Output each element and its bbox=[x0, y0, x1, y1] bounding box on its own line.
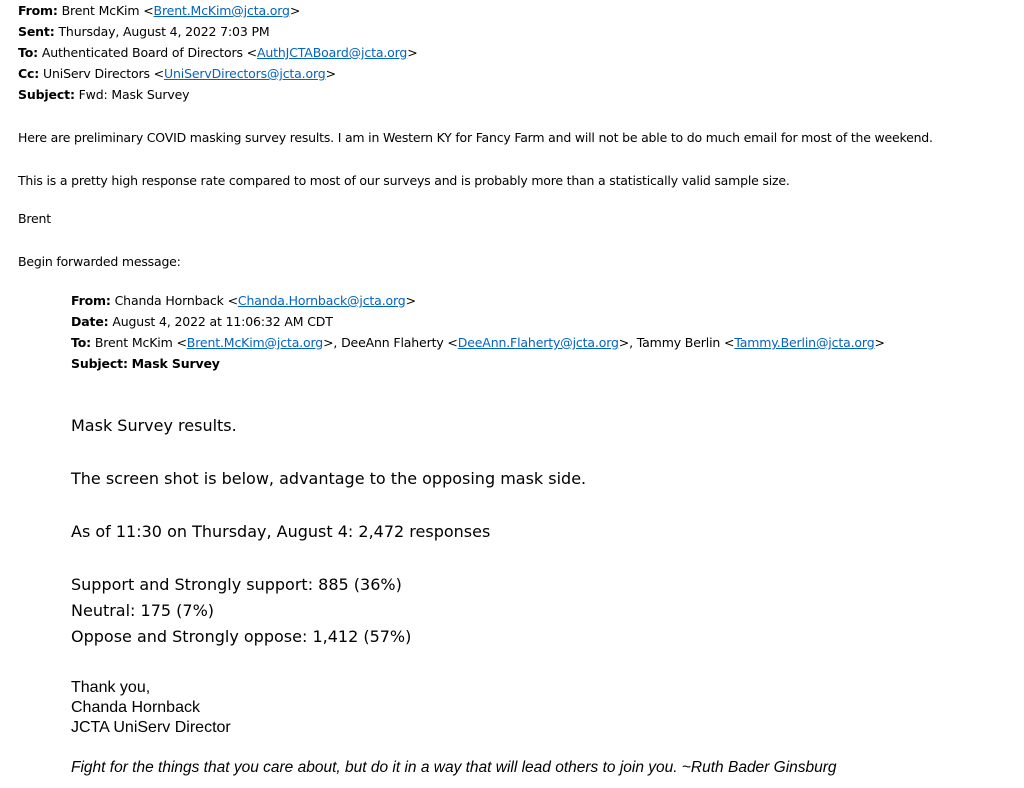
message-oppose-line: Oppose and Strongly oppose: 1,412 (57%) bbox=[71, 627, 412, 646]
cc-name: UniServ Directors < bbox=[42, 66, 164, 81]
fwd-to-close: > bbox=[874, 335, 885, 350]
to-name: Authenticated Board of Directors < bbox=[41, 45, 257, 60]
begin-forwarded-label: Begin forwarded message: bbox=[18, 254, 181, 269]
fwd-to bbox=[71, 335, 885, 351]
fwd-to-sep-2: >, Tammy Berlin < bbox=[618, 335, 735, 350]
fwd-subject bbox=[71, 356, 220, 372]
from-close: > bbox=[289, 3, 301, 18]
to-label: To: bbox=[18, 45, 39, 60]
signature-name: Chanda Hornback bbox=[71, 699, 200, 716]
fwd-date-value: August 4, 2022 at 11:06:32 AM CDT bbox=[112, 314, 333, 329]
signature-thanks: Thank you, bbox=[71, 679, 151, 696]
fwd-from bbox=[71, 293, 416, 309]
fwd-from-name: Chanda Hornback < bbox=[114, 293, 238, 308]
subject-label: Subject: bbox=[18, 87, 75, 102]
sent-label: Sent: bbox=[18, 24, 55, 39]
fwd-to-label: To: bbox=[71, 335, 92, 350]
fwd-to-email-link-2[interactable]: DeeAnn.Flaherty@jcta.org bbox=[457, 335, 619, 350]
body-paragraph-1: Here are preliminary COVID masking survey results. I am in Western KY for Fancy Farm and will not be able to do much email for most of the weekend. bbox=[18, 130, 933, 145]
header-to bbox=[18, 45, 418, 61]
signature-quote: Fight for the things that you care about, but do it in a way that will lead others to join you. ~Ruth Bader Ginsburg bbox=[71, 759, 837, 776]
message-line-2: The screen shot is below, advantage to the opposing mask side. bbox=[71, 469, 587, 488]
fwd-from-email-link[interactable]: Chanda.Hornback@jcta.org bbox=[237, 293, 406, 308]
fwd-from-label: From: bbox=[71, 293, 111, 308]
header-cc bbox=[18, 66, 336, 82]
fwd-date-label: Date: bbox=[71, 314, 109, 329]
fwd-to-name-1: Brent McKim < bbox=[94, 335, 187, 350]
to-email-link[interactable]: AuthJCTABoard@jcta.org bbox=[256, 45, 408, 60]
fwd-to-email-link-3[interactable]: Tammy.Berlin@jcta.org bbox=[734, 335, 875, 350]
signature-title: JCTA UniServ Director bbox=[71, 719, 231, 736]
message-line-3: As of 11:30 on Thursday, August 4: 2,472 responses bbox=[71, 522, 491, 541]
header-sent bbox=[18, 24, 269, 40]
sent-value: Thursday, August 4, 2022 7:03 PM bbox=[58, 24, 270, 39]
from-label: From: bbox=[18, 3, 58, 18]
from-email-link[interactable]: Brent.McKim@jcta.org bbox=[153, 3, 290, 18]
message-support-line: Support and Strongly support: 885 (36%) bbox=[71, 575, 402, 594]
cc-email-link[interactable]: UniServDirectors@jcta.org bbox=[163, 66, 326, 81]
body-signoff: Brent bbox=[18, 211, 51, 226]
to-close: > bbox=[407, 45, 418, 60]
header-subject bbox=[18, 87, 189, 103]
from-name: Brent McKim < bbox=[61, 3, 154, 18]
fwd-to-email-link-1[interactable]: Brent.McKim@jcta.org bbox=[186, 335, 324, 350]
cc-close: > bbox=[325, 66, 336, 81]
fwd-to-sep-1: >, DeeAnn Flaherty < bbox=[323, 335, 458, 350]
fwd-subject-value: Mask Survey bbox=[131, 356, 220, 371]
cc-label: Cc: bbox=[18, 66, 40, 81]
message-line-1: Mask Survey results. bbox=[71, 416, 237, 435]
subject-value: Fwd: Mask Survey bbox=[78, 87, 190, 102]
header-from bbox=[18, 3, 300, 19]
message-neutral-line: Neutral: 175 (7%) bbox=[71, 601, 215, 620]
body-paragraph-2: This is a pretty high response rate compared to most of our surveys and is probably more than a statistically valid sample size. bbox=[18, 173, 790, 188]
fwd-date bbox=[71, 314, 333, 330]
fwd-from-close: > bbox=[405, 293, 416, 308]
fwd-subject-label: Subject: bbox=[71, 356, 128, 371]
